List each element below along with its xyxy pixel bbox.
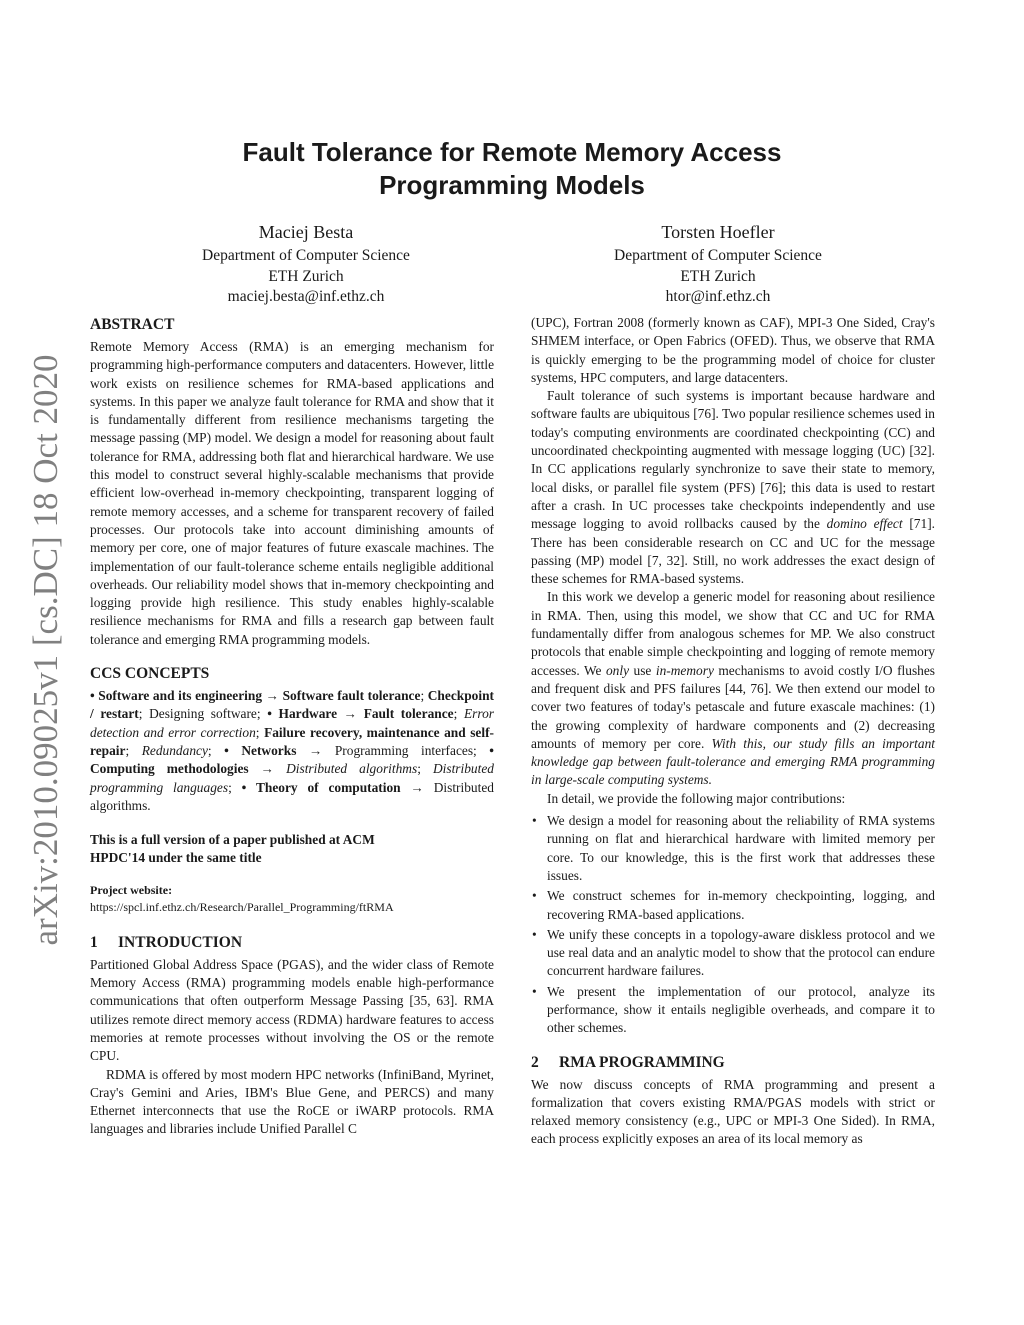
author-name: Torsten Hoefler xyxy=(661,222,775,242)
section-2-heading: 2 RMA PROGRAMMING xyxy=(531,1053,725,1071)
paper-title xyxy=(0,136,1024,202)
arxiv-identifier-text: arXiv:2010.09025v1 [cs.DC] 18 Oct 2020 xyxy=(26,354,65,946)
author-institution: ETH Zurich xyxy=(268,267,344,285)
ccs-heading: CCS CONCEPTS xyxy=(90,665,210,683)
list-item: • We present the implementation of our protocol, analyze its performance, show it entails negligible overheads, and compare it to other schemes. xyxy=(531,983,935,1038)
author-email: maciej.besta@inf.ethz.ch xyxy=(227,288,385,305)
paper-title-line-2: Programming Models xyxy=(379,170,645,200)
author-block-2 xyxy=(548,220,888,308)
intro-paragraph-2: RDMA is offered by most modern HPC networks (InfiniBand, Myrinet, Cray's Gemini and Aries, IBM's Blue Gene, and PERCS) and many Ethernet interconnects that use the RoCE or iWARP protocols. RMA languages and libraries include Unified Parallel C xyxy=(90,1066,494,1137)
intro-paragraph-4: Fault tolerance of such systems is important because hardware and software faults are ubiquitous [76]. Two popular resilience schemes used in today's computing environments are coordinated checkpointing (CC) and uncoordinated checkpointing augmented with message logging (UC) [32]. In CC applications regularly synchronize to save their state to memory, local disks, or parallel file system (PFS) [76]; this data is used to restart after a crash. In UC processes take checkpoints independently and use message logging to avoid rollbacks caused by the domino effect [71]. There has been considerable research on CC and UC for the message passing (MP) model [7, 32]. Still, no work addresses the exact design of these schemes for RMA-based systems. xyxy=(531,388,935,587)
author-email: htor@inf.ethz.ch xyxy=(665,288,771,305)
full-version-note: This is a full version of a paper published at ACM HPDC'14 under the same title xyxy=(90,832,375,866)
intro-paragraph-1: Partitioned Global Address Space (PGAS), and the wider class of Remote Memory Access (RMA) programming models enable high-performance communications that often outperform Message Passing [35, 63]. RMA utilizes remote direct memory access (RDMA) hardware features to access memories at remote processes without involving the OS or the remote CPU. xyxy=(90,956,494,1064)
author-institution: ETH Zurich xyxy=(680,267,756,285)
paper-title-line-1: Fault Tolerance for Remote Memory Access xyxy=(242,137,782,167)
list-item: • We design a model for reasoning about the reliability of RMA systems running on flat and hierarchical hardware with limited memory per core. To our knowledge, this is the first work that addresses these issues. xyxy=(531,812,935,885)
project-website-label: Project website: xyxy=(90,882,173,897)
intro-paragraph-3: (UPC), Fortran 2008 (formerly known as CAF), MPI-3 One Sided, Cray's SHMEM interface, or Open Fabrics (OFED). Thus, we observe that RMA is quickly emerging to be the programming model of choice for cluster systems, HPC computers, and large datacenters. xyxy=(531,315,935,385)
list-item: • We construct schemes for in-memory checkpointing, logging, and recovering RMA-based applications. xyxy=(531,887,935,924)
author-name: Maciej Besta xyxy=(258,222,354,242)
right-column xyxy=(531,314,935,1149)
project-website-link[interactable]: https://spcl.inf.ethz.ch/Research/Parallel_Programming/ftRMA xyxy=(90,899,394,914)
author-affiliation: Department of Computer Science xyxy=(614,247,822,264)
list-item: • We unify these concepts in a topology-aware diskless protocol and we use real data and an analytic model to show that the protocol can endure concurrent hardware failures. xyxy=(531,926,935,981)
abstract-text: Remote Memory Access (RMA) is an emerging mechanism for programming high-performance computers and datacenters. However, little work exists on resilience schemes for RMA-based applications and systems. In this paper we analyze fault tolerance for RMA and show that it is fundamentally different from resilience mechanisms targeting the message passing (MP) model. We design a model for reasoning about fault tolerance for RMA, addressing both flat and hierarchical hardware. We use this model to construct several highly-scalable mechanisms that provide efficient low-overhead in-memory checkpointing, transparent logging of remote memory accesses, and a scheme for transparent recovery of failed processes. Our protocols take into account diminishing amounts of memory per core, one of major features of future exascale machines. The implementation of our fault-tolerance scheme entails negligible additional overheads. Our reliability model shows that in-memory checkpointing and logging provide high resilience. This study enables highly-scalable resilience mechanisms for RMA and fills a research gap between fault tolerance and emerging RMA programming models. xyxy=(90,339,495,647)
contributions-list xyxy=(531,812,935,1038)
intro-paragraph-6: In detail, we provide the following major contributions: xyxy=(547,790,846,806)
rma-paragraph-1: We now discuss concepts of RMA programming and present a formalization that covers existing RMA/PGAS models with strict or relaxed memory consistency (e.g., UPC or MPI-3 One Sided). In RMA, each process explicitly exposes an area of its local memory as xyxy=(531,1076,935,1147)
section-1-heading: 1 INTRODUCTION xyxy=(90,933,243,951)
author-affiliation: Department of Computer Science xyxy=(202,247,410,264)
author-block-1 xyxy=(136,220,476,308)
ccs-concepts: • Software and its engineering → Software fault tolerance; Checkpoint / restart; Designing software; • Hardware → Fault tolerance; Error detection and error correction; Failure recovery, maintenance and self-repair; Redundancy; • Networks → Programming interfaces; • Computing methodologies → Distributed algorithms; Distributed programming languages; • Theory of computation → Distributed algorithms. xyxy=(90,688,495,813)
left-column xyxy=(90,314,494,1139)
intro-paragraph-5: In this work we develop a generic model for reasoning about resilience in RMA. Then, using this model, we show that CC and UC for RMA fundamentally differ from analogous schemes for MP. We also construct protocols that enable simple checkpointing and logging of remote memory accesses. We only use in-memory mechanisms to avoid costly I/O flushes and frequent disk and PFS failures [44, 76]. We then extend our model to cover two features of today's petascale and future exascale machines: (1) the growing complexity of hardware components and (2) decreasing amounts of memory per core. With this, our study fills an important knowledge gap between fault-tolerance and emerging RMA programming in large-scale computing systems. xyxy=(531,589,935,788)
arxiv-identifier xyxy=(28,350,64,950)
abstract-heading: ABSTRACT xyxy=(90,316,175,333)
